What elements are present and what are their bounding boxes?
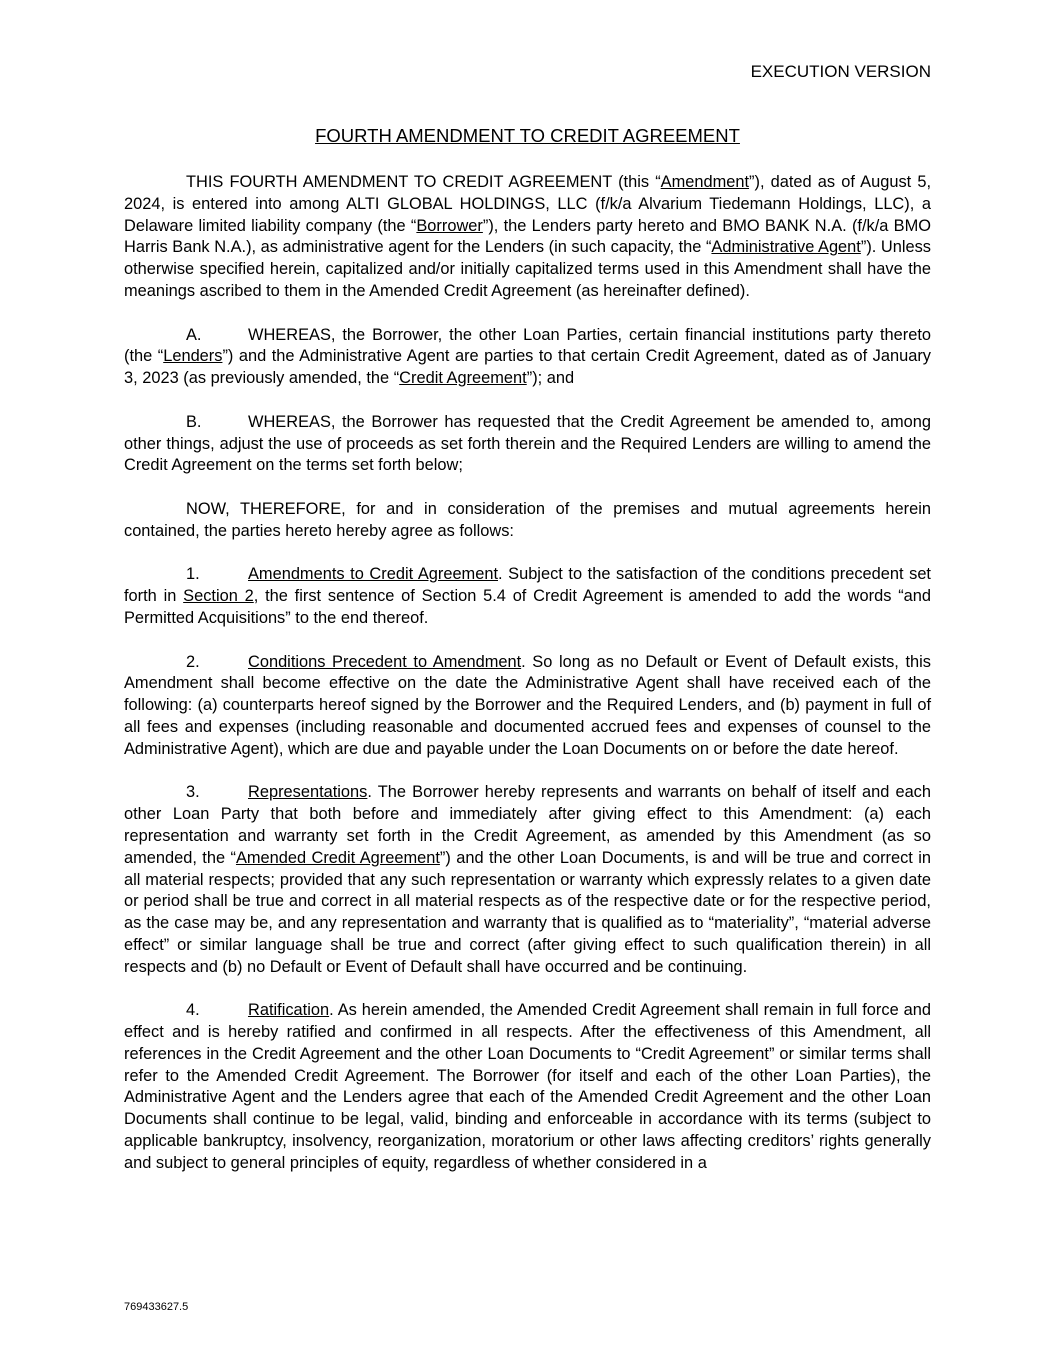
section-2-heading: Conditions Precedent to Amendment xyxy=(248,652,522,671)
defined-term-amended-credit-agreement: Amended Credit Agreement xyxy=(235,848,440,867)
section-3-text-1: . The Borrower hereby represents and warrants on behalf of itself and each other Loan Party that both before and immediately after giving effect to this Amendment: (a) each representation and warranty set forth in the Credit Agreement, as amended by this Amendment (as so amended, the “ xyxy=(124,783,931,867)
section-1-heading: Amendments to Credit Agreement xyxy=(248,565,498,584)
section-2-number: 2. xyxy=(186,652,200,671)
recital-a-text-2: ”) and the Administrative Agent are parties to that certain Credit Agreement, dated as of January 3, 2023 (as previously amended, the “ xyxy=(124,347,931,388)
defined-term-borrower: Borrower xyxy=(416,216,483,235)
recital-a xyxy=(124,325,931,390)
section-3-text-2: ”) and the other Loan Documents, is and will be true and correct in all material respects; provided that any such representation or warranty which expressly relates to a given date or period shall be true and correct in all material respects as of the respective date or for the respective period, as the case may be, and any representation and warranty that is qualified as to “materiality”, “material adverse effect” or similar language shall be true and correct (after giving effect to such qualification therein) in all respects and (b) no Default or Event of Default shall have occurred and be continuing. xyxy=(124,848,932,976)
defined-term-administrative-agent: Administrative Agent xyxy=(711,238,861,257)
section-1 xyxy=(124,564,931,629)
defined-term-amendment: Amendment xyxy=(660,173,750,191)
section-4-heading: Ratification xyxy=(248,1001,330,1020)
defined-term-credit-agreement: Credit Agreement xyxy=(399,369,527,388)
section-4-number: 4. xyxy=(186,1001,200,1020)
recital-a-text-3: ”); and xyxy=(526,369,575,388)
intro-text-4: ”). Unless otherwise specified herein, capitalized and/or initially capitalized terms used in this Amendment shall have the meanings ascribed to them in the Amended Credit Agreement (as hereinafter defined). xyxy=(124,238,931,300)
intro-paragraph xyxy=(124,172,931,303)
document-title: FOURTH AMENDMENT TO CREDIT AGREEMENT xyxy=(315,125,740,146)
now-therefore-paragraph: NOW, THEREFORE, for and in consideration of the premises and mutual agreements herein contained, the parties hereto hereby agree as follows: xyxy=(124,499,931,540)
execution-version-label: EXECUTION VERSION xyxy=(750,62,931,81)
recital-a-number: A. xyxy=(186,325,202,344)
intro-text-2: ”), dated as of August 5, 2024, is entered into among ALTI GLOBAL HOLDINGS, LLC (f/k/a Alvarium Tiedemann Holdings, LLC), a Delaware limited liability company (the “ xyxy=(124,173,931,235)
section-4-text: . As herein amended, the Amended Credit Agreement shall remain in full force and effect and is hereby ratified and confirmed in all respects. After the effectiveness of this Amendment, all references in the Credit Agreement and the other Loan Documents to “Credit Agreement” or similar terms shall refer to the Amended Credit Agreement. The Borrower (for itself and each of the other Loan Parties), the Administrative Agent and the Lenders agree that each of the Amended Credit Agreement and the other Loan Documents shall continue to be legal, valid, binding and enforceable in accordance with its terms (subject to applicable bankruptcy, insolvency, reorganization, moratorium or other laws affecting creditors’ rights generally and subject to general principles of equity, regardless of whether considered in a xyxy=(124,1001,931,1172)
recital-b-number: B. xyxy=(186,412,202,431)
section-3 xyxy=(124,782,931,978)
section-2-text: . So long as no Default or Event of Default exists, this Amendment shall become effective on the date the Administrative Agent shall have received each of the following: (a) counterparts hereof signed by the Borrower and the Required Lenders, and (b) payment in full of all fees and expenses (including reasonable and documented accrued fees and expenses of counsel to the Administrative Agent), which are due and payable under the Loan Documents on or before the date hereof. xyxy=(124,652,931,758)
intro-text-3: ”), the Lenders party hereto and BMO BANK N.A. (f/k/a BMO Harris Bank N.A.), as administrative agent for the Lenders (in such capacity, the “ xyxy=(124,216,931,257)
intro-text-1: THIS FOURTH AMENDMENT TO CREDIT AGREEMENT (this “ xyxy=(186,173,661,191)
section-1-text-1: . Subject to the satisfaction of the conditions precedent set forth in xyxy=(124,565,931,606)
section-3-number: 3. xyxy=(186,783,200,802)
section-1-text-2: , the first sentence of Section 5.4 of Credit Agreement is amended to add the words “and Permitted Acquisitions” to the end thereof. xyxy=(124,587,932,627)
recital-b xyxy=(124,412,931,477)
section-2-reference: Section 2 xyxy=(183,587,254,606)
section-4 xyxy=(124,1000,931,1174)
defined-term-lenders: Lenders xyxy=(163,347,223,366)
section-3-heading: Representations xyxy=(248,783,368,802)
document-body xyxy=(124,172,931,1196)
section-2 xyxy=(124,652,931,761)
document-id-footer: 769433627.5 xyxy=(124,1301,189,1313)
recital-a-text-1: WHEREAS, the Borrower, the other Loan Parties, certain financial institutions party thereto (the “ xyxy=(124,325,931,366)
section-1-number: 1. xyxy=(186,565,200,584)
recital-b-text: WHEREAS, the Borrower has requested that the Credit Agreement be amended to, among other things, adjust the use of proceeds as set forth therein and the Required Lenders are willing to amend the Credit Agreement on the terms set forth below; xyxy=(124,412,931,475)
